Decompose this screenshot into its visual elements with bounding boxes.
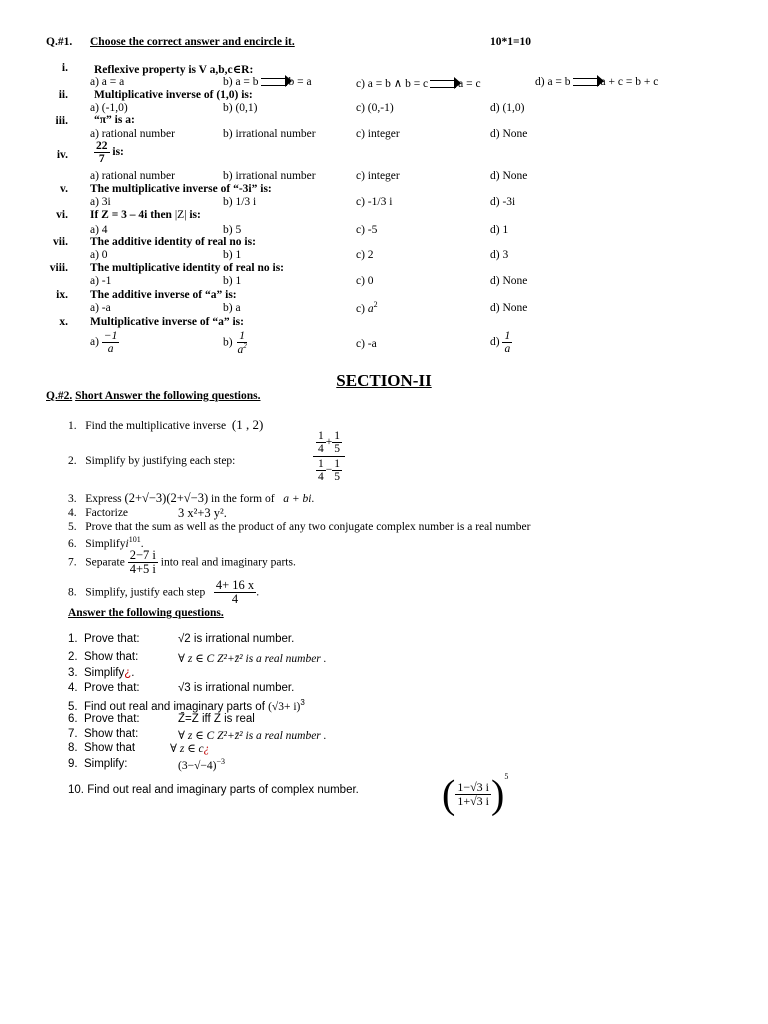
q3-item-3: 3. Simplify¿. [68,667,135,679]
q3-item-9: 9. Simplify: [68,758,128,770]
section-title: SECTION-II [336,371,432,390]
q1-marks: 10*1=10 [490,36,532,48]
q3-item-9-math: $(3-√-4)^{-3}$ [178,757,225,772]
mcq-8-option-a: a) -1 [90,275,112,287]
mcq-8-option-b: b) 1 [223,275,242,287]
mcq-7-option-b: b) 1 [223,249,242,261]
fraction: $\frac{1}{a}$ [504,330,511,356]
q3-item-7: 7. Show that: [68,728,139,740]
q3-item-5: 5. Find out real and imaginary parts of $(√3+ i)^3$ [68,698,305,713]
q3-item-8: 8. Show that [68,742,136,754]
q3-item-10-math: ( $\frac{1-√3 i}{1+√3 i}$ )$^5$ [442,771,509,817]
mcq-4-option-b: b) irrational number [223,170,316,182]
q2-item-1: 1. Find the multiplicative inverse (1 , 2) [68,417,264,432]
mcq-4-number: iv. [56,149,68,161]
q3-item-4-math: √3 is irrational number. [178,682,295,694]
mcq-8-option-c: c) 0 [356,275,374,287]
q3-item-4: 4. Prove that: [68,682,140,694]
mcq-3-option-b: b) irrational number [223,128,316,140]
q2-item-2: 2. Simplify by justifying each step: [68,455,236,467]
mcq-2-number: ii. [58,89,68,101]
mcq-10-option-c: c) -a [356,338,377,350]
mcq-10-option-a: a) $\frac{-1}{a}$ [90,330,118,356]
q1-label: Q.#1. [46,36,73,48]
q1-title: Choose the correct answer and encircle it. [90,36,295,48]
fraction: $\frac{4+ 16 x}{4}$ [215,578,255,607]
mcq-1-option-b: b) a = b b = a [223,76,312,88]
fraction: $\frac{22}{7}$ [96,140,108,166]
mcq-6-number: vi. [56,209,68,221]
q3-item-2: 2. Show that: [68,651,139,663]
mcq-3-number: iii. [55,115,68,127]
q2-item-3: 3. Express (2+√−3)(2+√−3) in the form of a + bi. [68,491,315,505]
mcq-2-question: Multiplicative inverse of (1,0) is: [94,89,253,101]
compound-fraction [313,430,345,483]
mcq-9-option-b: b) a [223,302,241,314]
mcq-2-option-d: d) (1,0) [490,102,525,114]
mcq-1-option-c: c) a = b ∧ b = c a = c [356,78,481,90]
mcq-2-option-c: c) (0,-1) [356,102,394,114]
fraction: $\frac{2-7 i}{4+5 i}$ [129,548,156,577]
mcq-10-number: x. [59,316,68,328]
mcq-9-option-a: a) -a [90,302,111,314]
mcq-1-number: i. [61,62,68,74]
q3-item-10: 10. Find out real and imaginary parts of complex number. [68,784,359,796]
mcq-5-option-c: c) -1/3 i [356,196,393,208]
mcq-9-option-c: c) $a^2$ [356,300,378,315]
mcq-1-question: Reflexive property is V a,b,c∈R: [94,64,254,76]
mcq-6-option-a: a) 4 [90,224,108,236]
fraction: $\frac{1-√3 i}{1+√3 i}$ [457,780,490,808]
mcq-3-option-d: d) None [490,128,528,140]
mcq-10-option-d: d) $\frac{1}{a}$ [490,330,511,356]
mcq-4-option-a: a) rational number [90,170,175,182]
mcq-4-option-c: c) integer [356,170,400,182]
q2-item-7: 7. Separate $\frac{2-7 i}{4+5 i}$ into real and imaginary parts. [68,548,296,577]
mcq-3-option-c: c) integer [356,128,400,140]
mcq-7-option-a: a) 0 [90,249,108,261]
mcq-9-question: The additive inverse of “a” is: [90,289,237,301]
fraction: $\frac{-1}{a}$ [103,330,118,356]
mcq-7-question: The additive identity of real no is: [90,236,256,248]
q3-item-2-math: ∀ z ∈ C Z²+z̄² is a real number . [178,653,327,665]
q2-item-4-math: 3 x²+3 y². [178,506,227,520]
fraction: $\frac{1}{4}$ + $\frac{1}{5}$ $\frac{1}{4}$ − $\frac{1}{5}$ [313,430,345,483]
q2-item-4: 4. Factorize [68,507,129,519]
mcq-8-option-d: d) None [490,275,528,287]
implies-arrow-icon [430,80,456,88]
mcq-8-question: The multiplicative identity of real no is: [90,262,285,274]
mcq-9-number: ix. [56,289,68,301]
mcq-10-option-b: b) $\frac{1}{a^2}$ [223,330,247,356]
q3-item-6-math: Z̄=Z iff Z is real [178,713,255,725]
q2-item-8: 8. Simplify, justify each step $\frac{4+ 16 x}{4}$ . [68,578,260,607]
mcq-7-number: vii. [52,236,68,248]
mcq-5-number: v. [60,183,68,195]
q3-item-6: 6. Prove that: [68,713,140,725]
implies-arrow-icon [573,78,599,86]
mcq-6-question: If Z = 3 – 4i then |Z| is: [90,209,201,221]
mcq-4-option-d: d) None [490,170,528,182]
q3-item-1: 1. Prove that: [68,633,140,645]
mcq-6-option-b: b) 5 [223,224,242,236]
fraction: $\frac{1}{a^2}$ [237,330,247,356]
q3-item-8-math: ∀ z ∈ c¿ [170,743,210,755]
mcq-1-option-a: a) a = a [90,76,125,88]
mcq-9-option-d: d) None [490,302,528,314]
q3-title: Answer the following questions. [68,607,224,619]
mcq-7-option-d: d) 3 [490,249,509,261]
mcq-7-option-c: c) 2 [356,249,374,261]
q2-label: Q.#2. Short Answer the following questions. [46,390,261,402]
mcq-5-option-a: a) 3i [90,196,111,208]
mcq-5-option-b: b) 1/3 i [223,196,257,208]
mcq-4-question: $\frac{22}{7}$ is: [96,140,124,166]
q2-item-5: 5. Prove that the sum as well as the product of any two conjugate complex number is a real number [68,521,531,533]
q2-item-6: 6. Simplifyi$^{101}$. [68,535,144,550]
q3-item-1-math: √2 is irrational number. [178,633,295,645]
mcq-3-option-a: a) rational number [90,128,175,140]
mcq-5-question: The multiplicative inverse of “-3i” is: [90,183,272,195]
mcq-8-number: viii. [49,262,68,274]
mcq-2-option-a: a) (-1,0) [90,102,128,114]
mcq-10-question: Multiplicative inverse of “a” is: [90,316,244,328]
mcq-1-option-d: d) a = b a + c = b + c [535,76,659,88]
mcq-2-option-b: b) (0,1) [223,102,258,114]
implies-arrow-icon [261,78,287,86]
mcq-3-question: “π” is a: [94,114,135,126]
mcq-6-option-c: c) -5 [356,224,378,236]
mcq-6-option-d: d) 1 [490,224,509,236]
q3-item-7-math: ∀ z ∈ C Z²+z̄² is a real number . [178,730,327,742]
mcq-5-option-d: d) -3i [490,196,516,208]
